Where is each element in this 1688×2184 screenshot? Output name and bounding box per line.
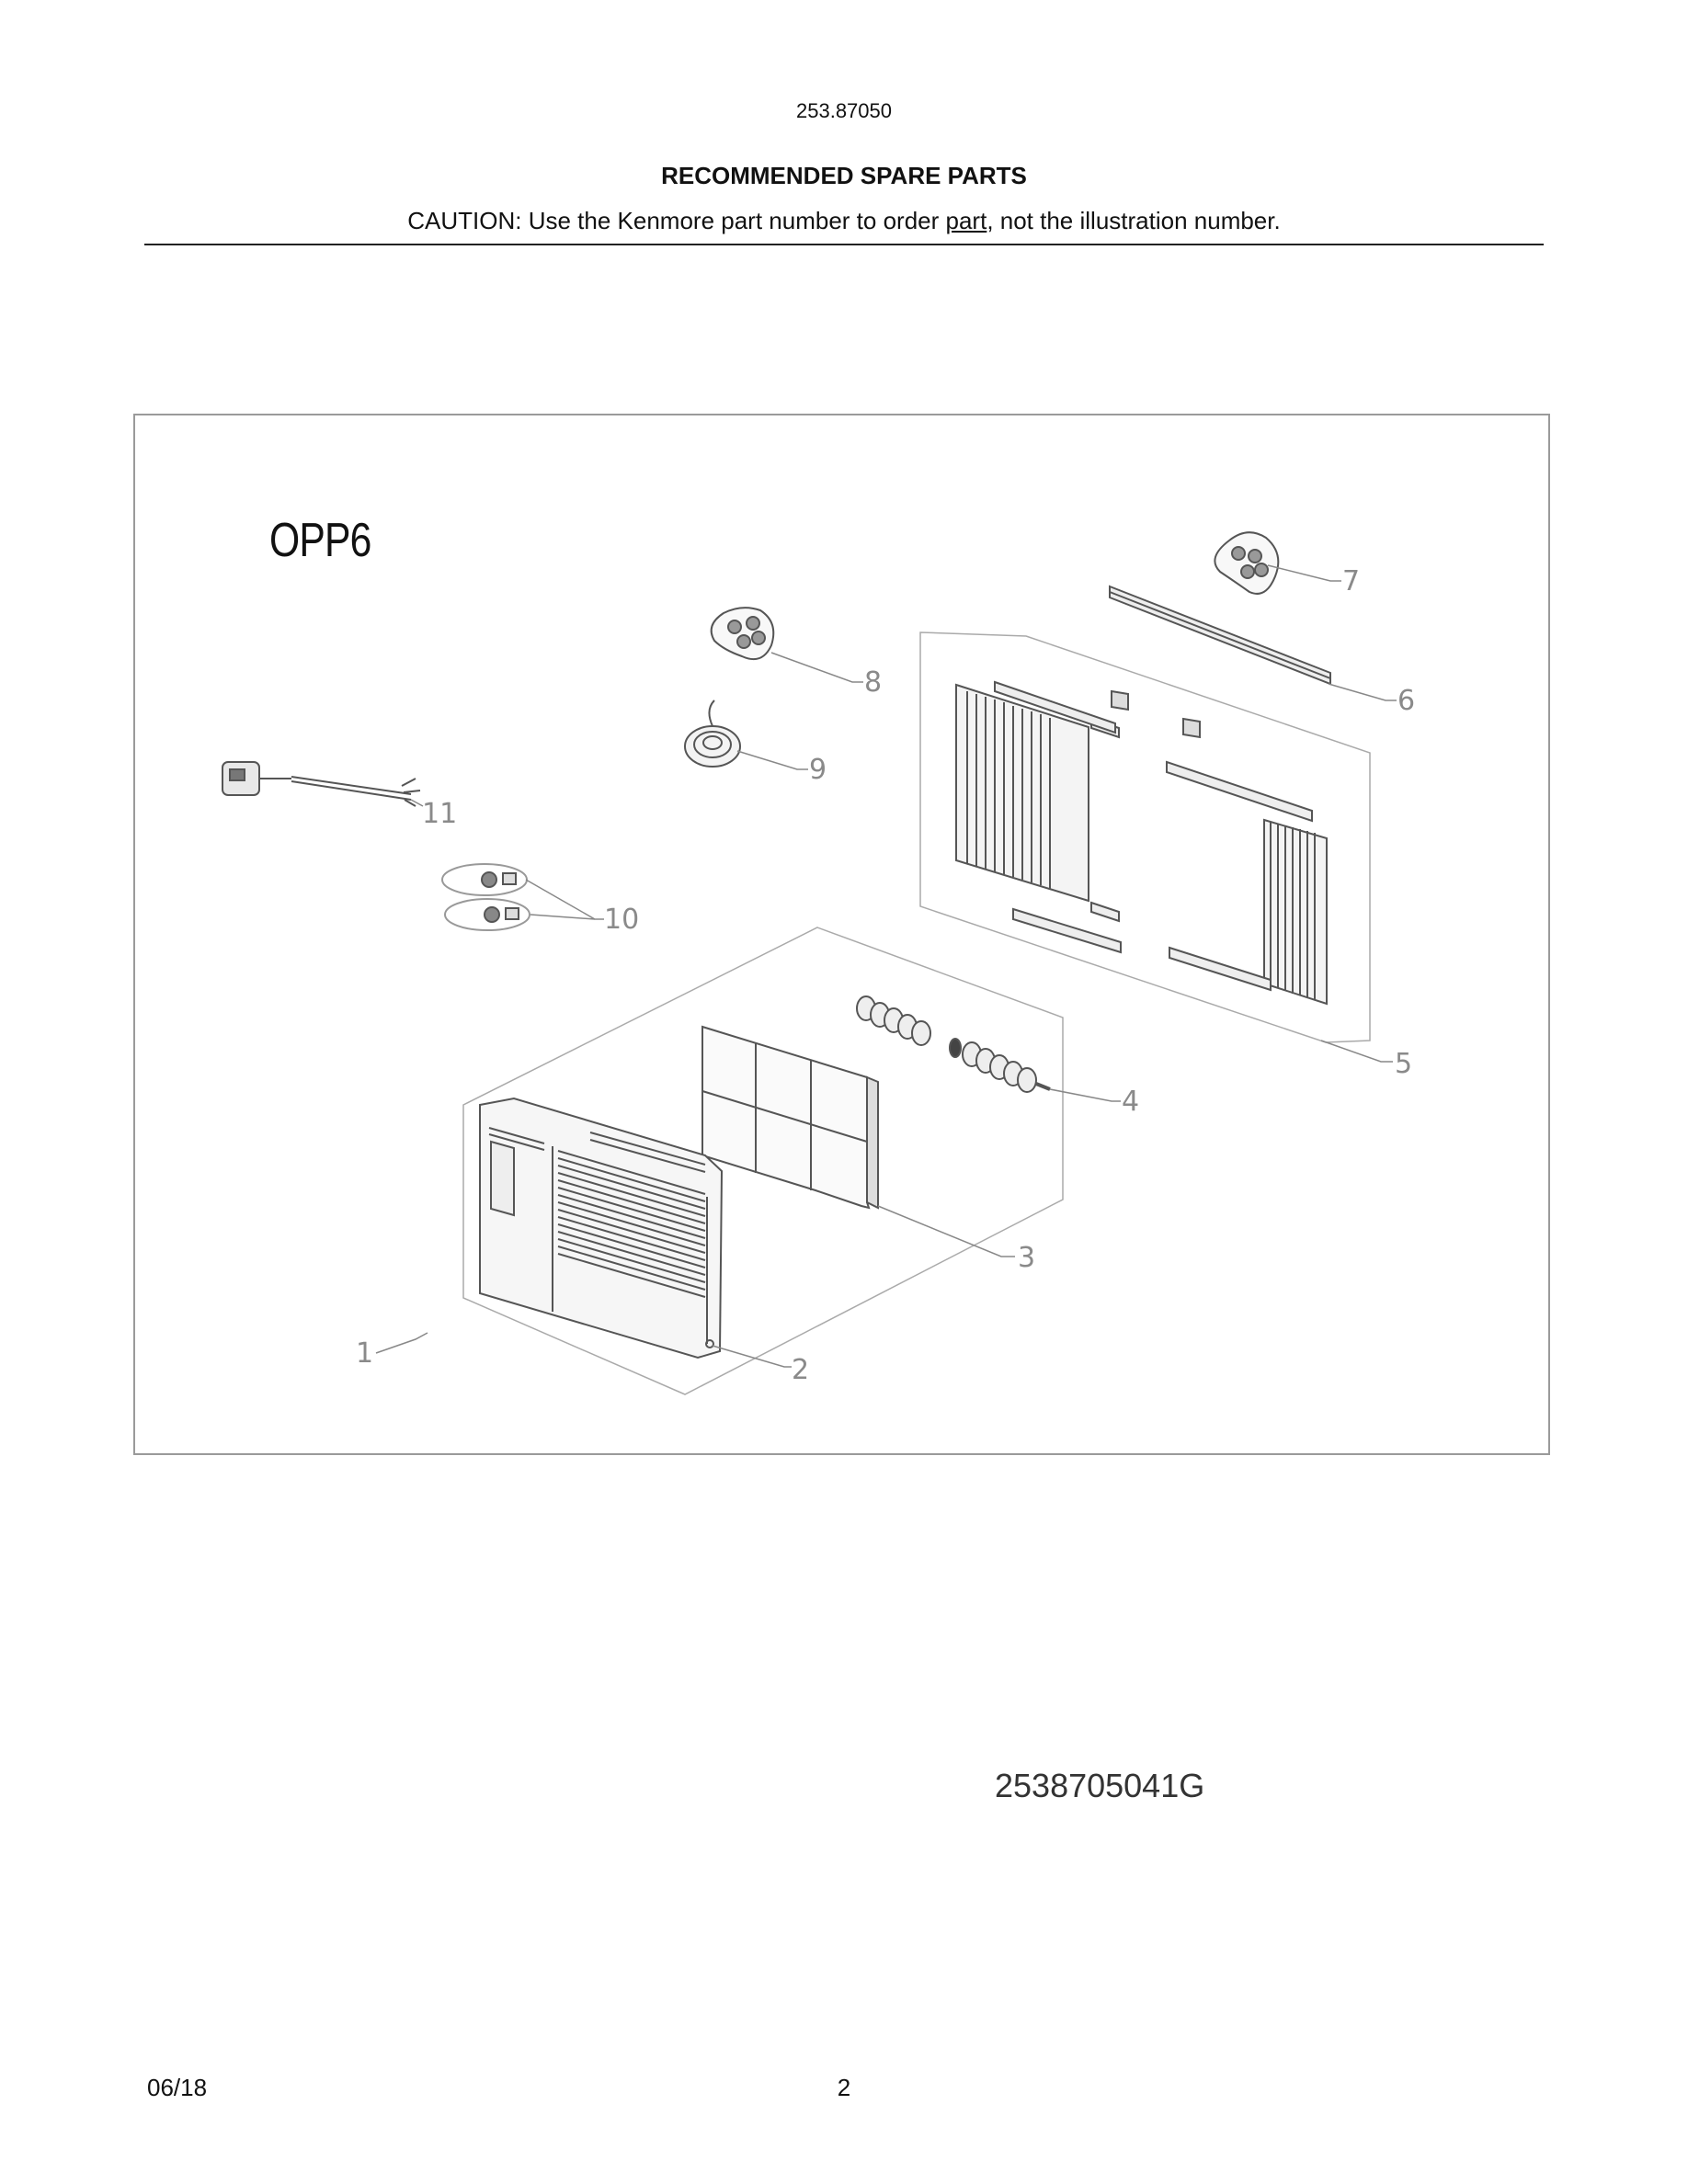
screw-bag-7 [1215,532,1278,594]
document-number: 2538705041G [995,1767,1205,1804]
caution-text: CAUTION: Use the Kenmore part number to order [407,207,946,234]
caution-text-end: , not the illustration number. [987,207,1281,234]
callout-6: 6 [1397,685,1416,717]
callout-8: 8 [864,666,883,699]
clip-a [1112,691,1128,710]
header-divider [144,244,1544,245]
foam-seal-roll [685,700,740,767]
callout-10: 10 [604,904,640,936]
callout-11: 11 [422,798,458,830]
knob-group [442,864,530,930]
page-number: 2 [837,2074,851,2101]
rail-bottom-right [1169,948,1271,990]
diagram-code: OPP6 [269,514,371,567]
accordion-panel-right [1264,820,1327,1004]
callout-2: 2 [792,1354,810,1386]
caution-underlined-word: part [945,207,987,234]
model-number: 253.87050 [796,99,892,122]
footer-date: 06/18 [147,2074,208,2101]
callout-7: 7 [1342,565,1361,597]
air-filter [702,1027,878,1208]
callout-4: 4 [1122,1086,1140,1118]
page-title: RECOMMENDED SPARE PARTS [661,162,1027,189]
parts-diagram [133,414,1550,1455]
clip-b [1183,719,1200,737]
rail-top-right [1167,762,1312,821]
callout-3: 3 [1018,1242,1036,1274]
callout-1: 1 [356,1337,374,1370]
callout-5: 5 [1395,1048,1413,1080]
power-cord [222,762,420,806]
exploded-view-illustration [135,415,1548,1453]
caution-note [0,207,1688,235]
callout-9: 9 [809,754,827,786]
front-grille [480,1098,722,1358]
blower-wheel [857,996,1050,1092]
